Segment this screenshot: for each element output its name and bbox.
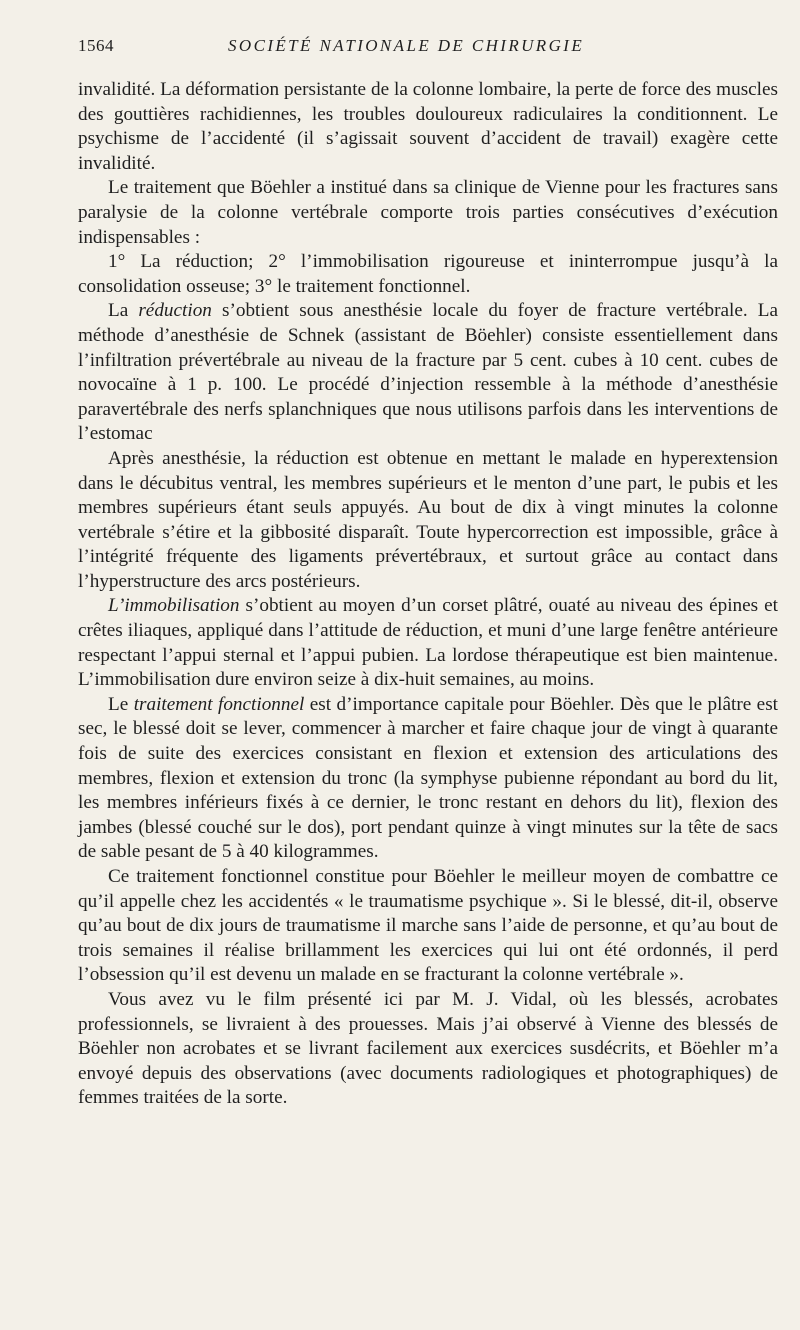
paragraph-4 [78, 299, 778, 447]
paragraph-4-lead: La [108, 300, 139, 322]
paragraph-1: invalidité. La déformation persistante de la colonne lombaire, la perte de force des muscles des gouttières rachidiennes, les troubles douloureux radiculaires la conditionnent. Le psychisme de l’accidenté (il s’agissait souvent d’accident de travail) exagère cette invalidité. [78, 79, 778, 174]
paragraph-6-body: s’obtient au moyen d’un corset plâtré, ouaté au niveau des épines et crêtes iliaques, appliqué dans l’attitude de réduction, et muni d’une large fenêtre antérieure respectant l’appui sternal et l’appui pubien. La lordose thérapeutique est bien maintenue. L’immobilisation dure environ seize à dix-huit semaines, au moins. [78, 595, 778, 691]
paragraph-7 [78, 693, 778, 865]
paragraph-4-body: s’obtient sous anesthésie locale du foyer de fracture vertébrale. La méthode d’anesthésie de Schnek (assistant de Böehler) consiste essentiellement dans l’infiltration prévertébrale au niveau de la fracture par 5 cent. cubes à 10 cent. cubes de novocaïne à 1 p. 100. Le procédé d’injection ressemble à la méthode d’anesthésie paravertébrale des nerfs splanchniques que nous utilisons parfois dans les interventions de l’estomac [78, 300, 778, 445]
running-title: SOCIÉTÉ NATIONALE DE CHIRURGIE [228, 36, 585, 55]
paragraph-9: Vous avez vu le film présenté ici par M. J. Vidal, où les blessés, acrobates professionnels, se livraient à des prouesses. Mais j’ai observé à Vienne des blessés de Böehler non acrobates et se livrant facilement aux exercices susdécrits, et Böehler m’a envoyé depuis des observations (avec documents radiologiques et photographiques) de femmes traitées de la sorte. [78, 988, 778, 1109]
paragraph-5: Après anesthésie, la réduction est obtenue en mettant le malade en hyperextension dans le décubitus ventral, les membres supérieurs et le menton d’une part, le pubis et les membres supérieurs étant seuls appuyés. Au bout de dix à vingt minutes la colonne vertébrale s’étire et la gibbosité disparaît. Toute hypercorrection est impossible, grâce à l’intégrité fréquente des ligaments prévertébraux, et surtout grâce au contact dans l’hyperstructure des arcs postérieurs. [78, 447, 778, 592]
paragraph-3: 1° La réduction; 2° l’immobilisation rigoureuse et ininterrompue jusqu’à la consolidation osseuse; 3° le traitement fonctionnel. [78, 251, 778, 297]
page-header [78, 36, 778, 60]
paragraph-6-emphasis: L’immobilisation [108, 595, 240, 617]
paragraph-8: Ce traitement fonctionnel constitue pour Böehler le meilleur moyen de combattre ce qu’il appelle chez les accidentés « le traumatisme psychique ». Si le blessé, dit-il, observe qu’au bout de dix jours de traumatisme il marche sans l’aide de personne, et qu’au bout de trois semaines il réalise brillamment les exercices qui lui ont été ordonnés, il perd l’obsession qu’il est devenu un malade en se fracturant la colonne vertébrale ». [78, 866, 778, 986]
paragraph-4-emphasis: réduction [138, 300, 212, 322]
paragraph-7-lead: Le [108, 693, 134, 715]
page-number: 1564 [78, 36, 114, 55]
body-text [78, 78, 778, 1111]
paragraph-7-body: est d’importance capitale pour Böehler. Dès que le plâtre est sec, le blessé doit se lever, commencer à marcher et faire chaque jour de vingt à quarante fois de suite des exercices consistant en flexion et extension des articulations des membres, flexion et extension du tronc (la symphyse pubienne répondant au bord du lit, les membres inférieurs fixés à ce dernier, le tronc restant en dehors du lit), flexion des jambes (blessé couché sur le dos), port pendant quinze à vingt minutes sur la tête de sacs de sable pesant de 5 à 40 kilogrammes. [78, 693, 778, 863]
paragraph-6 [78, 594, 778, 692]
paragraph-2: Le traitement que Böehler a institué dans sa clinique de Vienne pour les fractures sans paralysie de la colonne vertébrale comporte trois parties consécutives d’exécution indispensables : [78, 177, 778, 248]
paragraph-7-emphasis: traitement fonctionnel [133, 693, 305, 715]
